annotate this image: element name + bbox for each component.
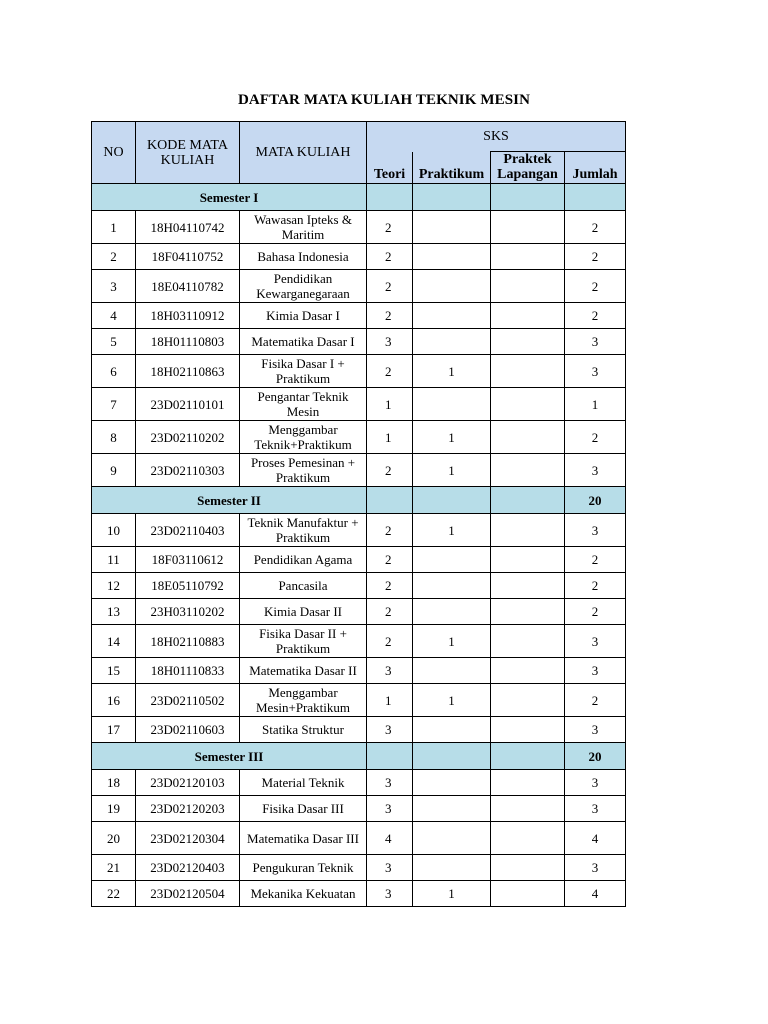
course-no: 2 xyxy=(92,244,136,270)
course-name: Pengukuran Teknik xyxy=(240,855,367,881)
course-name: Matematika Dasar III xyxy=(240,822,367,855)
sks-praktikum xyxy=(413,770,491,796)
semester-empty-cell xyxy=(491,743,565,770)
course-code: 23D02120103 xyxy=(136,770,240,796)
course-no: 15 xyxy=(92,658,136,684)
sks-praktikum xyxy=(413,573,491,599)
course-row xyxy=(92,514,626,547)
semester-empty-cell xyxy=(367,487,413,514)
course-code: 18H01110833 xyxy=(136,658,240,684)
course-no: 17 xyxy=(92,717,136,743)
semester-empty-cell xyxy=(491,184,565,211)
header-teori: Teori xyxy=(367,152,413,184)
header-kode: KODE MATA KULIAH xyxy=(136,122,240,184)
sks-jumlah: 4 xyxy=(565,881,626,907)
sks-jumlah: 3 xyxy=(565,796,626,822)
course-no: 14 xyxy=(92,625,136,658)
sks-praktek-lapangan xyxy=(491,684,565,717)
course-name: Menggambar Mesin+Praktikum xyxy=(240,684,367,717)
course-row xyxy=(92,717,626,743)
course-code: 23D02120203 xyxy=(136,796,240,822)
course-name: Fisika Dasar III xyxy=(240,796,367,822)
course-no: 3 xyxy=(92,270,136,303)
course-no: 18 xyxy=(92,770,136,796)
course-code: 23H03110202 xyxy=(136,599,240,625)
course-row xyxy=(92,599,626,625)
semester-empty-cell xyxy=(491,487,565,514)
header-praktek-lapangan: Praktek Lapangan xyxy=(491,152,565,184)
sks-praktikum xyxy=(413,658,491,684)
sks-praktikum: 1 xyxy=(413,454,491,487)
sks-praktikum xyxy=(413,244,491,270)
sks-praktek-lapangan xyxy=(491,244,565,270)
course-code: 18H01110803 xyxy=(136,329,240,355)
course-code: 23D02110303 xyxy=(136,454,240,487)
sks-teori: 3 xyxy=(367,855,413,881)
course-row xyxy=(92,625,626,658)
table-header xyxy=(92,122,626,184)
course-row xyxy=(92,388,626,421)
course-row xyxy=(92,355,626,388)
sks-teori: 2 xyxy=(367,514,413,547)
course-no: 10 xyxy=(92,514,136,547)
sks-praktek-lapangan xyxy=(491,822,565,855)
sks-praktek-lapangan xyxy=(491,573,565,599)
course-name: Material Teknik xyxy=(240,770,367,796)
sks-jumlah: 4 xyxy=(565,822,626,855)
course-name: Pendidikan Agama xyxy=(240,547,367,573)
sks-praktek-lapangan xyxy=(491,881,565,907)
sks-praktek-lapangan xyxy=(491,625,565,658)
course-code: 23D02120504 xyxy=(136,881,240,907)
header-mata-kuliah: MATA KULIAH xyxy=(240,122,367,184)
course-name: Pancasila xyxy=(240,573,367,599)
course-row xyxy=(92,881,626,907)
sks-teori: 1 xyxy=(367,684,413,717)
sks-jumlah: 2 xyxy=(565,211,626,244)
header-praktikum: Praktikum xyxy=(413,152,491,184)
sks-jumlah: 2 xyxy=(565,303,626,329)
course-row xyxy=(92,770,626,796)
semester-row xyxy=(92,743,626,770)
course-no: 12 xyxy=(92,573,136,599)
course-name: Teknik Manufaktur + Praktikum xyxy=(240,514,367,547)
sks-praktikum: 1 xyxy=(413,421,491,454)
course-no: 21 xyxy=(92,855,136,881)
course-name: Bahasa Indonesia xyxy=(240,244,367,270)
sks-praktikum xyxy=(413,822,491,855)
course-code: 18E05110792 xyxy=(136,573,240,599)
course-no: 19 xyxy=(92,796,136,822)
course-no: 11 xyxy=(92,547,136,573)
sks-praktikum: 1 xyxy=(413,355,491,388)
sks-praktikum: 1 xyxy=(413,514,491,547)
sks-teori: 3 xyxy=(367,329,413,355)
sks-teori: 1 xyxy=(367,421,413,454)
sks-praktek-lapangan xyxy=(491,211,565,244)
course-name: Fisika Dasar I + Praktikum xyxy=(240,355,367,388)
course-name: Proses Pemesinan + Praktikum xyxy=(240,454,367,487)
sks-praktikum xyxy=(413,796,491,822)
course-code: 23D02110603 xyxy=(136,717,240,743)
sks-praktikum: 1 xyxy=(413,625,491,658)
semester-label: Semester I xyxy=(92,184,367,211)
sks-jumlah: 3 xyxy=(565,329,626,355)
course-row xyxy=(92,822,626,855)
course-row xyxy=(92,421,626,454)
semester-empty-cell xyxy=(367,743,413,770)
course-no: 13 xyxy=(92,599,136,625)
sks-jumlah: 3 xyxy=(565,855,626,881)
course-row xyxy=(92,454,626,487)
course-code: 23D02110101 xyxy=(136,388,240,421)
sks-teori: 2 xyxy=(367,573,413,599)
sks-jumlah: 3 xyxy=(565,454,626,487)
course-no: 4 xyxy=(92,303,136,329)
sks-jumlah: 1 xyxy=(565,388,626,421)
sks-teori: 3 xyxy=(367,881,413,907)
course-code: 23D02120304 xyxy=(136,822,240,855)
course-row xyxy=(92,270,626,303)
sks-jumlah: 2 xyxy=(565,270,626,303)
sks-praktek-lapangan xyxy=(491,770,565,796)
course-code: 18F03110612 xyxy=(136,547,240,573)
sks-jumlah: 2 xyxy=(565,244,626,270)
sks-jumlah: 3 xyxy=(565,514,626,547)
course-name: Pendidikan Kewarganegaraan xyxy=(240,270,367,303)
course-name: Kimia Dasar I xyxy=(240,303,367,329)
semester-label: Semester II xyxy=(92,487,367,514)
course-no: 8 xyxy=(92,421,136,454)
sks-jumlah: 3 xyxy=(565,355,626,388)
sks-teori: 2 xyxy=(367,303,413,329)
sks-praktikum xyxy=(413,329,491,355)
sks-jumlah: 2 xyxy=(565,547,626,573)
course-code: 18H03110912 xyxy=(136,303,240,329)
sks-jumlah: 3 xyxy=(565,717,626,743)
sks-praktek-lapangan xyxy=(491,421,565,454)
sks-praktikum xyxy=(413,270,491,303)
course-row xyxy=(92,303,626,329)
course-code: 18E04110782 xyxy=(136,270,240,303)
table-body xyxy=(92,184,626,907)
sks-praktikum xyxy=(413,211,491,244)
sks-praktikum xyxy=(413,855,491,881)
sks-praktek-lapangan xyxy=(491,514,565,547)
course-code: 18F04110752 xyxy=(136,244,240,270)
sks-praktek-lapangan xyxy=(491,855,565,881)
course-row xyxy=(92,211,626,244)
sks-teori: 3 xyxy=(367,796,413,822)
course-row xyxy=(92,855,626,881)
sks-teori: 3 xyxy=(367,717,413,743)
course-name: Kimia Dasar II xyxy=(240,599,367,625)
sks-jumlah: 3 xyxy=(565,625,626,658)
sks-teori: 1 xyxy=(367,388,413,421)
sks-teori: 2 xyxy=(367,599,413,625)
course-table xyxy=(91,121,626,907)
sks-teori: 2 xyxy=(367,244,413,270)
course-row xyxy=(92,547,626,573)
semester-label: Semester III xyxy=(92,743,367,770)
course-row xyxy=(92,684,626,717)
course-code: 18H02110863 xyxy=(136,355,240,388)
sks-jumlah: 2 xyxy=(565,573,626,599)
sks-praktikum xyxy=(413,717,491,743)
sks-teori: 2 xyxy=(367,547,413,573)
sks-praktek-lapangan xyxy=(491,599,565,625)
sks-teori: 2 xyxy=(367,625,413,658)
sks-jumlah: 2 xyxy=(565,421,626,454)
sks-teori: 2 xyxy=(367,454,413,487)
sks-teori: 4 xyxy=(367,822,413,855)
course-row xyxy=(92,573,626,599)
course-name: Matematika Dasar II xyxy=(240,658,367,684)
sks-praktikum xyxy=(413,547,491,573)
semester-total xyxy=(565,184,626,211)
sks-teori: 2 xyxy=(367,270,413,303)
course-no: 6 xyxy=(92,355,136,388)
semester-empty-cell xyxy=(413,743,491,770)
header-jumlah: Jumlah xyxy=(565,152,626,184)
semester-empty-cell xyxy=(367,184,413,211)
document-title: DAFTAR MATA KULIAH TEKNIK MESIN xyxy=(237,92,531,108)
sks-praktek-lapangan xyxy=(491,658,565,684)
sks-praktek-lapangan xyxy=(491,355,565,388)
course-name: Menggambar Teknik+Praktikum xyxy=(240,421,367,454)
sks-praktek-lapangan xyxy=(491,454,565,487)
semester-total: 20 xyxy=(565,487,626,514)
course-no: 1 xyxy=(92,211,136,244)
sks-praktek-lapangan xyxy=(491,796,565,822)
semester-total: 20 xyxy=(565,743,626,770)
semester-empty-cell xyxy=(413,184,491,211)
course-row xyxy=(92,244,626,270)
sks-praktek-lapangan xyxy=(491,717,565,743)
sks-praktek-lapangan xyxy=(491,547,565,573)
course-code: 23D02110403 xyxy=(136,514,240,547)
course-row xyxy=(92,329,626,355)
course-code: 18H04110742 xyxy=(136,211,240,244)
course-name: Fisika Dasar II + Praktikum xyxy=(240,625,367,658)
header-no: NO xyxy=(92,122,136,184)
course-no: 20 xyxy=(92,822,136,855)
sks-jumlah: 3 xyxy=(565,658,626,684)
sks-teori: 2 xyxy=(367,355,413,388)
header-sks: SKS xyxy=(367,122,626,152)
sks-praktikum xyxy=(413,303,491,329)
course-code: 18H02110883 xyxy=(136,625,240,658)
sks-praktek-lapangan xyxy=(491,329,565,355)
sks-praktek-lapangan xyxy=(491,270,565,303)
sks-praktek-lapangan xyxy=(491,303,565,329)
course-name: Matematika Dasar I xyxy=(240,329,367,355)
sks-praktikum xyxy=(413,599,491,625)
course-name: Pengantar Teknik Mesin xyxy=(240,388,367,421)
sks-jumlah: 2 xyxy=(565,684,626,717)
course-name: Statika Struktur xyxy=(240,717,367,743)
course-row xyxy=(92,796,626,822)
sks-jumlah: 2 xyxy=(565,599,626,625)
sks-praktikum xyxy=(413,388,491,421)
semester-row xyxy=(92,184,626,211)
course-no: 22 xyxy=(92,881,136,907)
sks-teori: 2 xyxy=(367,211,413,244)
course-name: Mekanika Kekuatan xyxy=(240,881,367,907)
sks-jumlah: 3 xyxy=(565,770,626,796)
course-no: 9 xyxy=(92,454,136,487)
sks-praktikum: 1 xyxy=(413,881,491,907)
course-row xyxy=(92,658,626,684)
course-name: Wawasan Ipteks & Maritim xyxy=(240,211,367,244)
course-code: 23D02120403 xyxy=(136,855,240,881)
sks-teori: 3 xyxy=(367,770,413,796)
course-no: 5 xyxy=(92,329,136,355)
sks-praktek-lapangan xyxy=(491,388,565,421)
course-code: 23D02110502 xyxy=(136,684,240,717)
sks-praktikum: 1 xyxy=(413,684,491,717)
sks-teori: 3 xyxy=(367,658,413,684)
course-code: 23D02110202 xyxy=(136,421,240,454)
semester-empty-cell xyxy=(413,487,491,514)
semester-row xyxy=(92,487,626,514)
course-no: 7 xyxy=(92,388,136,421)
course-no: 16 xyxy=(92,684,136,717)
